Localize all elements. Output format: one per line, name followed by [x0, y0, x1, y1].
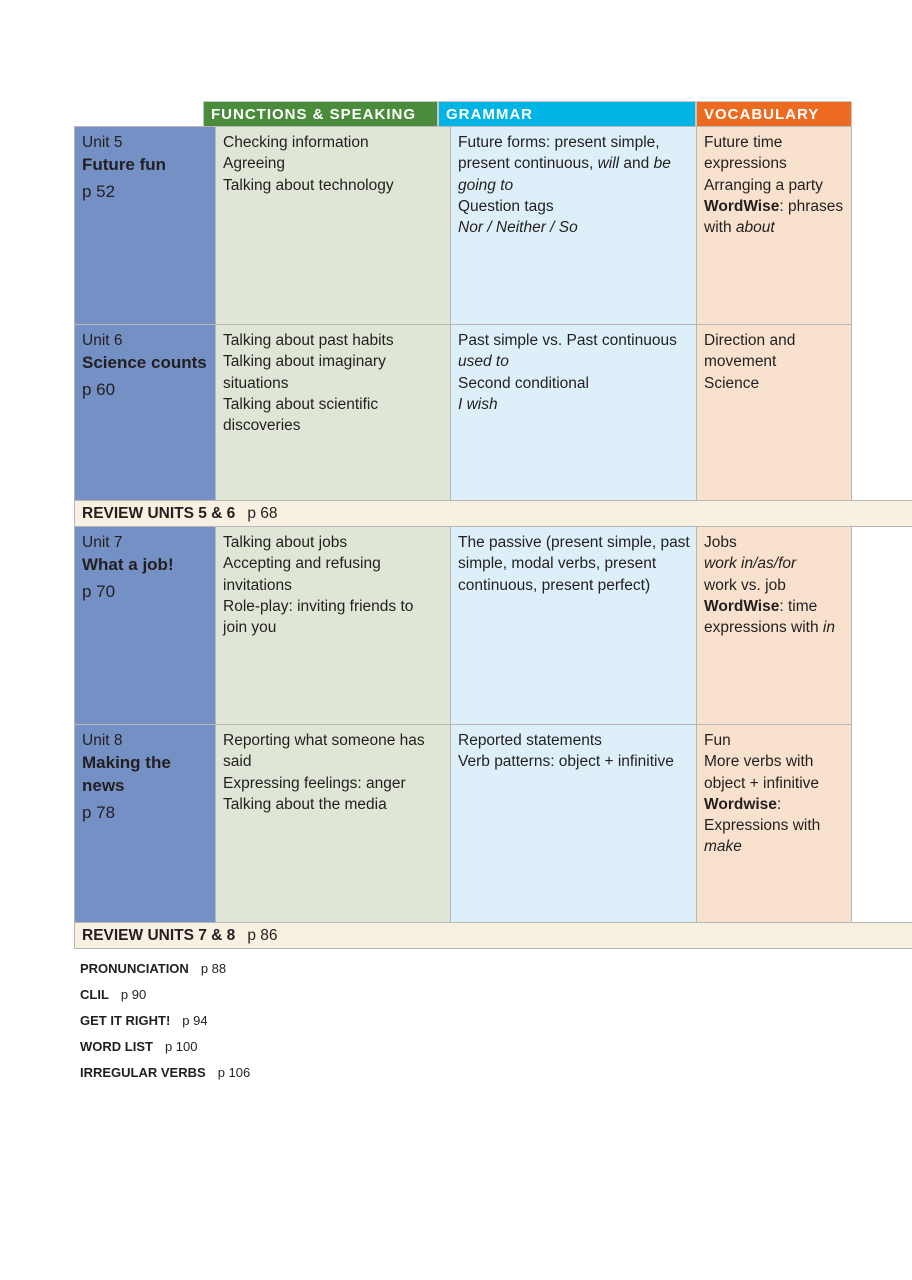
function-item: said — [223, 753, 252, 771]
extra-word-list — [80, 1039, 197, 1054]
vocabulary-item: More verbs with — [704, 753, 814, 771]
vocabulary-item: WordWise: phrases — [704, 197, 844, 215]
function-item: Talking about past habits — [223, 332, 394, 349]
unit-7-cell — [74, 526, 216, 725]
vocabulary-item: Direction and — [704, 332, 796, 349]
vocabulary-item: work vs. job — [704, 576, 786, 594]
unit-6-functions — [215, 324, 451, 501]
function-item: Checking information — [223, 134, 369, 151]
vocabulary-item: Future time — [704, 134, 783, 151]
extra-pronunciation — [80, 961, 226, 976]
unit-8-cell — [74, 724, 216, 923]
function-item: Talking about jobs — [223, 534, 348, 551]
review-page: p 86 — [247, 927, 278, 944]
unit-page: p 70 — [82, 582, 116, 602]
unit-7-grammar — [450, 526, 697, 725]
unit-page: p 78 — [82, 803, 116, 823]
review-page: p 68 — [247, 505, 278, 522]
function-item: Role-play: inviting friends to — [223, 597, 414, 615]
unit-8-grammar — [450, 724, 697, 923]
unit-5-functions — [215, 126, 451, 325]
vocabulary-item: Jobs — [704, 534, 737, 551]
unit-7-vocabulary — [696, 526, 852, 725]
unit-5-vocabulary — [696, 126, 852, 325]
vocabulary-header: VOCABULARY — [696, 101, 852, 126]
unit-7-functions — [215, 526, 451, 725]
function-item: Accepting and refusing — [223, 555, 381, 573]
review-title: REVIEW UNITS 5 & 6 — [82, 505, 236, 522]
vocabulary-item: WordWise: time — [704, 597, 818, 615]
unit-8-vocabulary — [696, 724, 852, 923]
unit-title: What a job! — [82, 555, 174, 575]
grammar-item: Nor / Neither / So — [458, 219, 578, 237]
function-item: Talking about the media — [223, 795, 387, 813]
extra-page: p 106 — [217, 1065, 251, 1080]
vocabulary-item: Fun — [704, 732, 731, 749]
function-item: Expressing feelings: anger — [223, 774, 406, 792]
unit-6-vocabulary — [696, 324, 852, 501]
unit-label: Unit 5 — [82, 134, 123, 151]
grammar-item: present continuous, will and be — [458, 155, 671, 173]
function-item: join you — [223, 619, 277, 637]
grammar-item: continuous, present perfect) — [458, 576, 651, 594]
unit-title: Future fun — [82, 155, 167, 175]
grammar-item: The passive (present simple, past — [458, 534, 690, 551]
function-item: Talking about imaginary — [223, 353, 386, 371]
unit-label: Unit 7 — [82, 534, 123, 551]
function-item: Reporting what someone has — [223, 732, 425, 749]
extra-title: CLIL — [80, 987, 109, 1002]
extra-page: p 100 — [164, 1039, 198, 1054]
grammar-item: Future forms: present simple, — [458, 134, 660, 151]
extra-title: GET IT RIGHT! — [80, 1013, 171, 1028]
unit-6-cell — [74, 324, 216, 501]
vocabulary-item: Science — [704, 374, 760, 392]
grammar-item: simple, modal verbs, present — [458, 555, 657, 573]
vocabulary-item: Arranging a party — [704, 176, 823, 194]
grammar-item: Verb patterns: object + infinitive — [458, 753, 674, 771]
unit-page: p 52 — [82, 182, 116, 202]
grammar-item: Second conditional — [458, 374, 589, 392]
vocabulary-item: Wordwise: — [704, 795, 782, 813]
unit-label: Unit 6 — [82, 332, 123, 349]
unit-page: p 60 — [82, 380, 116, 400]
grammar-item: Past simple vs. Past continuous — [458, 332, 677, 349]
extra-irregular-verbs — [80, 1065, 250, 1080]
extra-page: p 90 — [120, 987, 147, 1002]
vocabulary-item: Expressions with — [704, 817, 821, 835]
extra-clil — [80, 987, 146, 1002]
unit-5-grammar — [450, 126, 697, 325]
unit-title: Making the — [82, 753, 171, 773]
vocabulary-item: with about — [704, 219, 775, 237]
review-units-7-8 — [74, 922, 912, 949]
unit-title: news — [82, 776, 125, 796]
function-item: discoveries — [223, 417, 301, 435]
unit-5-cell — [74, 126, 216, 325]
review-title: REVIEW UNITS 7 & 8 — [82, 927, 236, 944]
unit-6-grammar — [450, 324, 697, 501]
unit-title: Science counts — [82, 353, 207, 373]
function-item: situations — [223, 374, 289, 392]
function-item: Agreeing — [223, 155, 286, 173]
function-item: Talking about scientific — [223, 395, 379, 413]
review-units-5-6 — [74, 500, 912, 527]
vocabulary-item: make — [704, 838, 742, 856]
extra-page: p 88 — [200, 961, 227, 976]
grammar-header: GRAMMAR — [438, 101, 696, 126]
functions-speaking-header: FUNCTIONS & SPEAKING — [203, 101, 438, 126]
grammar-item: I wish — [458, 395, 498, 413]
vocabulary-item: work in/as/for — [704, 555, 797, 573]
vocabulary-item: expressions with in — [704, 619, 835, 637]
vocabulary-item: object + infinitive — [704, 774, 820, 792]
grammar-item: used to — [458, 353, 509, 371]
extra-title: WORD LIST — [80, 1039, 153, 1054]
vocabulary-item: expressions — [704, 155, 787, 173]
extra-page: p 94 — [182, 1013, 208, 1028]
unit-8-functions — [215, 724, 451, 923]
function-item: invitations — [223, 576, 292, 594]
extra-title: IRREGULAR VERBS — [80, 1065, 206, 1080]
grammar-item: Reported statements — [458, 732, 602, 749]
extra-get-it-right — [80, 1013, 208, 1028]
extra-title: PRONUNCIATION — [80, 961, 189, 976]
unit-label: Unit 8 — [82, 732, 123, 749]
function-item: Talking about technology — [223, 176, 394, 194]
grammar-item: Question tags — [458, 197, 554, 215]
vocabulary-item: movement — [704, 353, 777, 371]
grammar-item: going to — [458, 176, 514, 194]
